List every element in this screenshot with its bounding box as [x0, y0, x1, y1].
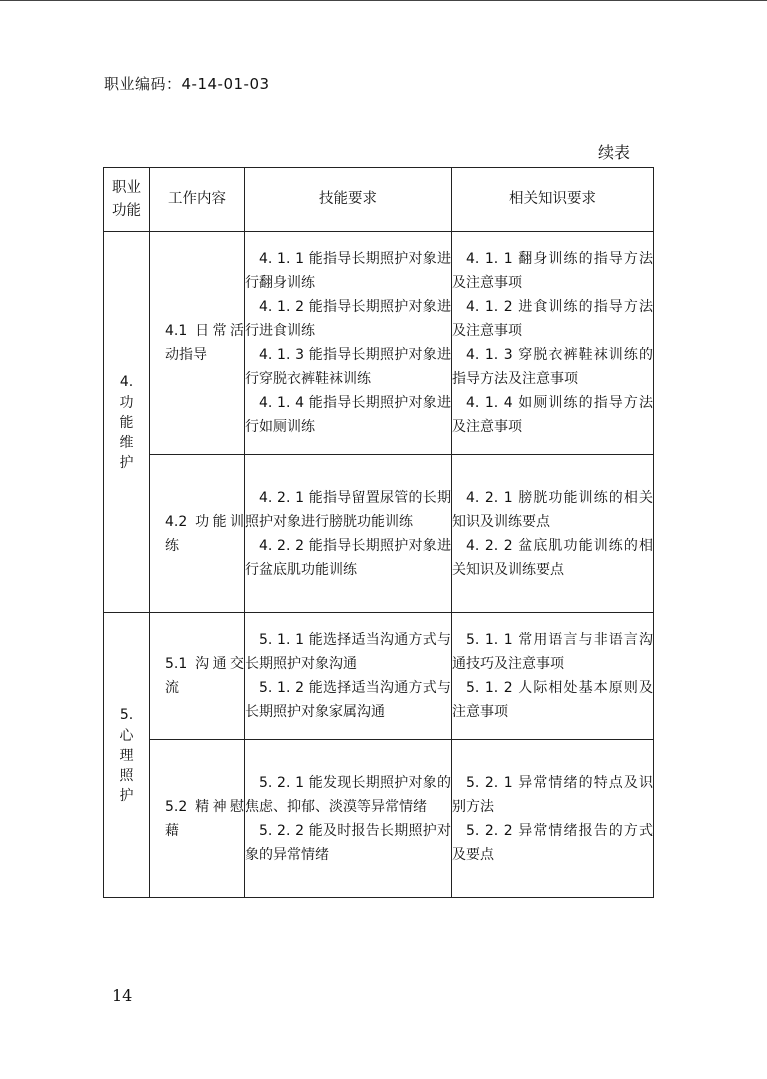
work-content: 5.1 沟通交流 — [165, 656, 244, 696]
competency-table — [103, 167, 654, 898]
work-content: 4.2 功能训练 — [165, 513, 244, 554]
table-row — [104, 232, 654, 455]
function-cell-5 — [104, 613, 150, 898]
knowledge-item: 4. 1. 4 如厕训练的指导方法及注意事项 — [452, 395, 653, 435]
skill-item: 4. 2. 1 能指导留置尿管的长期照护对象进行膀胱功能训练 — [245, 489, 451, 530]
knowledge-item: 4. 1. 3 穿脱衣裤鞋袜训练的指导方法及注意事项 — [452, 347, 653, 387]
knowledge-item: 4. 2. 2 盆底肌功能训练的相关知识及训练要点 — [452, 537, 653, 578]
knowledge-cell — [452, 740, 654, 898]
table-row — [104, 455, 654, 613]
knowledge-cell — [452, 232, 654, 455]
knowledge-item: 4. 1. 1 翻身训练的指导方法及注意事项 — [452, 251, 653, 291]
function-name: 功能维护 — [119, 394, 134, 471]
table-row — [104, 613, 654, 740]
work-content: 4.1 日常活动指导 — [165, 323, 244, 363]
header-skills: 技能要求 — [245, 168, 452, 232]
top-rule — [0, 0, 767, 1]
knowledge-item: 4. 1. 2 进食训练的指导方法及注意事项 — [452, 299, 653, 339]
work-cell — [150, 455, 245, 613]
page-number: 14 — [112, 986, 133, 1005]
header-knowledge: 相关知识要求 — [452, 168, 654, 232]
knowledge-item: 5. 1. 2 人际相处基本原则及注意事项 — [452, 680, 653, 720]
knowledge-cell — [452, 455, 654, 613]
knowledge-cell — [452, 613, 654, 740]
work-content: 5.2 精神慰藉 — [165, 798, 244, 839]
skill-item: 5. 2. 2 能及时报告长期照护对象的异常情绪 — [245, 822, 451, 863]
work-cell — [150, 613, 245, 740]
skills-cell — [245, 613, 452, 740]
knowledge-item: 5. 1. 1 常用语言与非语言沟通技巧及注意事项 — [452, 632, 653, 672]
function-name: 心理照护 — [119, 727, 134, 804]
skills-cell — [245, 232, 452, 455]
work-cell — [150, 232, 245, 455]
skill-item: 4. 1. 2 能指导长期照护对象进行进食训练 — [245, 299, 451, 339]
knowledge-item: 5. 2. 2 异常情绪报告的方式及要点 — [452, 822, 653, 863]
skill-item: 4. 1. 1 能指导长期照护对象进行翻身训练 — [245, 251, 451, 291]
knowledge-item: 4. 2. 1 膀胱功能训练的相关知识及训练要点 — [452, 489, 653, 530]
skill-item: 4. 1. 3 能指导长期照护对象进行穿脱衣裤鞋袜训练 — [245, 347, 451, 387]
function-number: 4. — [119, 373, 134, 390]
work-cell — [150, 740, 245, 898]
knowledge-item: 5. 2. 1 异常情绪的特点及识别方法 — [452, 774, 653, 815]
header-function-label: 职业 功能 — [112, 179, 141, 219]
table-row — [104, 740, 654, 898]
skills-cell — [245, 740, 452, 898]
skills-cell — [245, 455, 452, 613]
skill-item: 5. 1. 1 能选择适当沟通方式与长期照护对象沟通 — [245, 632, 451, 672]
skill-item: 5. 2. 1 能发现长期照护对象的焦虑、抑郁、淡漠等异常情绪 — [245, 774, 451, 815]
continued-label: 续表 — [598, 143, 631, 162]
table-header-row — [104, 168, 654, 232]
function-number: 5. — [119, 706, 134, 723]
occupation-code: 职业编码：4-14-01-03 — [104, 75, 270, 93]
skill-item: 5. 1. 2 能选择适当沟通方式与长期照护对象家属沟通 — [245, 680, 451, 720]
skill-item: 4. 2. 2 能指导长期照护对象进行盆底肌功能训练 — [245, 537, 451, 578]
function-cell-4 — [104, 232, 150, 613]
header-work: 工作内容 — [150, 168, 245, 232]
skill-item: 4. 1. 4 能指导长期照护对象进行如厕训练 — [245, 395, 451, 435]
header-function — [104, 168, 150, 232]
